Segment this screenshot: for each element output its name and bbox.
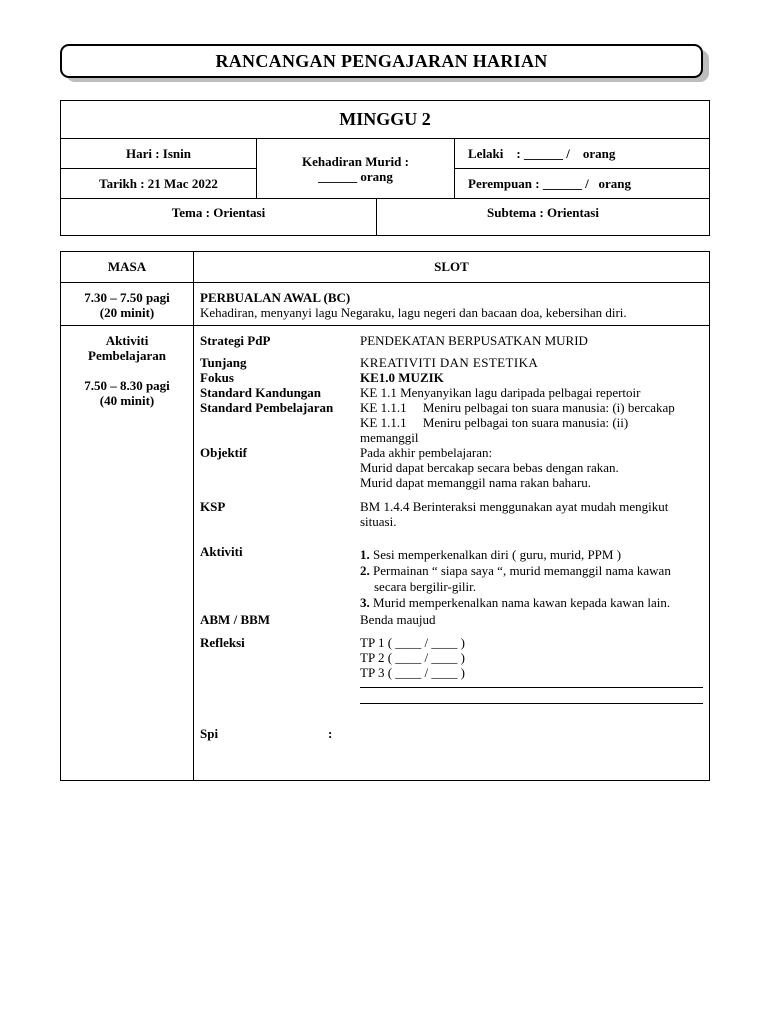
- spi-row: [200, 726, 703, 741]
- row2-aktiviti: Aktiviti: [105, 333, 149, 348]
- abm-label: ABM / BBM: [200, 612, 271, 627]
- objektif-3: Murid dapat memanggil nama rakan baharu.: [360, 475, 592, 490]
- refleksi-line-2: [360, 703, 703, 704]
- objektif-1: Pada akhir pembelajaran:: [360, 445, 493, 460]
- kehadiran-label: Kehadiran Murid :: [302, 153, 409, 169]
- aktiviti-text-2a: Permainan “ siapa saya “, murid memanggil nama kawan: [373, 563, 671, 578]
- row2-masa: [61, 326, 194, 781]
- row1-slot-title: PERBUALAN AWAL (BC): [200, 290, 351, 305]
- fokus-value: KE1.0 MUZIK: [360, 370, 444, 385]
- aktiviti-item-2: 2. Permainan “ siapa saya “, murid memanggil nama kawan: [360, 563, 671, 578]
- spi-label: Spi: [200, 726, 219, 741]
- row1-slot-desc: Kehadiran, menyanyi lagu Negaraku, lagu negeri dan bacaan doa, kebersihan diri.: [200, 305, 627, 320]
- tp1: TP 1 ( ____ / ____ ): [360, 635, 465, 650]
- ksp-2: situasi.: [360, 514, 397, 529]
- kehadiran-value: ______ orang: [318, 168, 393, 184]
- tarikh-cell: Tarikh : 21 Mac 2022: [61, 169, 257, 199]
- tunjang-label: Tunjang: [200, 355, 247, 370]
- objektif-2: Murid dapat bercakap secara bebas dengan rakan.: [360, 460, 619, 475]
- strategi-label: Strategi PdP: [200, 333, 271, 348]
- minggu-cell: MINGGU 2: [61, 101, 710, 139]
- ksp-1: BM 1.4.4 Berinteraksi menggunakan ayat mudah mengikut: [360, 499, 669, 514]
- row2-pembelajaran: Pembelajaran: [88, 348, 166, 363]
- aktiviti-item-1: 1. Sesi memperkenalkan diri ( guru, murid, PPM ): [360, 547, 622, 562]
- aktiviti-text-1: Sesi memperkenalkan diri ( guru, murid, PPM ): [373, 547, 622, 562]
- main-table: [60, 251, 710, 781]
- abm-value: Benda maujud: [360, 612, 436, 627]
- page-title: RANCANGAN PENGAJARAN HARIAN: [60, 44, 703, 78]
- row1-duration: (20 minit): [99, 305, 155, 320]
- ksp-label: KSP: [200, 499, 226, 514]
- row2-time: 7.50 – 8.30 pagi: [84, 378, 170, 393]
- sp-value-2: KE 1.1.1 Meniru pelbagai ton suara manusia: (ii): [360, 415, 629, 430]
- row1-masa: [61, 283, 194, 326]
- refleksi-line-1: [360, 687, 703, 688]
- kehadiran-cell: [257, 139, 455, 199]
- fokus-label: Fokus: [200, 370, 234, 385]
- objektif-label: Objektif: [200, 445, 247, 460]
- tp2: TP 2 ( ____ / ____ ): [360, 650, 465, 665]
- tunjang-value: KREATIVITI DAN ESTETIKA: [360, 355, 539, 370]
- row1-slot: [194, 283, 710, 326]
- aktiviti-item-3: 3. Murid memperkenalkan nama kawan kepada kawan lain.: [360, 595, 671, 610]
- strategi-value: PENDEKATAN BERPUSATKAN MURID: [360, 333, 588, 348]
- row2-duration: (40 minit): [99, 393, 155, 408]
- spi-colon: :: [328, 726, 333, 741]
- header-masa: MASA: [61, 252, 194, 283]
- subtema-cell: Subtema : Orientasi: [377, 199, 710, 236]
- tp3: TP 3 ( ____ / ____ ): [360, 665, 465, 680]
- lelaki-cell: Lelaki : ______ / orang: [455, 139, 710, 169]
- info-table: [60, 100, 710, 236]
- aktiviti-label: Aktiviti: [200, 544, 243, 559]
- aktiviti-text-2b: secara bergilir-gilir.: [374, 579, 477, 594]
- sp-value-1: KE 1.1.1 Meniru pelbagai ton suara manusia: (i) bercakap: [360, 400, 675, 415]
- hari-cell: Hari : Isnin: [61, 139, 257, 169]
- title-banner: [60, 44, 703, 76]
- aktiviti-text-3: Murid memperkenalkan nama kawan kepada kawan lain.: [373, 595, 671, 610]
- sk-label: Standard Kandungan: [200, 385, 322, 400]
- sp-value-3: memanggil: [360, 430, 419, 445]
- perempuan-cell: Perempuan : ______ / orang: [455, 169, 710, 199]
- sp-label: Standard Pembelajaran: [200, 400, 334, 415]
- header-slot: SLOT: [194, 252, 710, 283]
- refleksi-label: Refleksi: [200, 635, 245, 650]
- row2-slot: [194, 326, 710, 781]
- sk-value: KE 1.1 Menyanyikan lagu daripada pelbagai repertoir: [360, 385, 641, 400]
- tema-cell: Tema : Orientasi: [61, 199, 377, 236]
- row1-time: 7.30 – 7.50 pagi: [84, 290, 170, 305]
